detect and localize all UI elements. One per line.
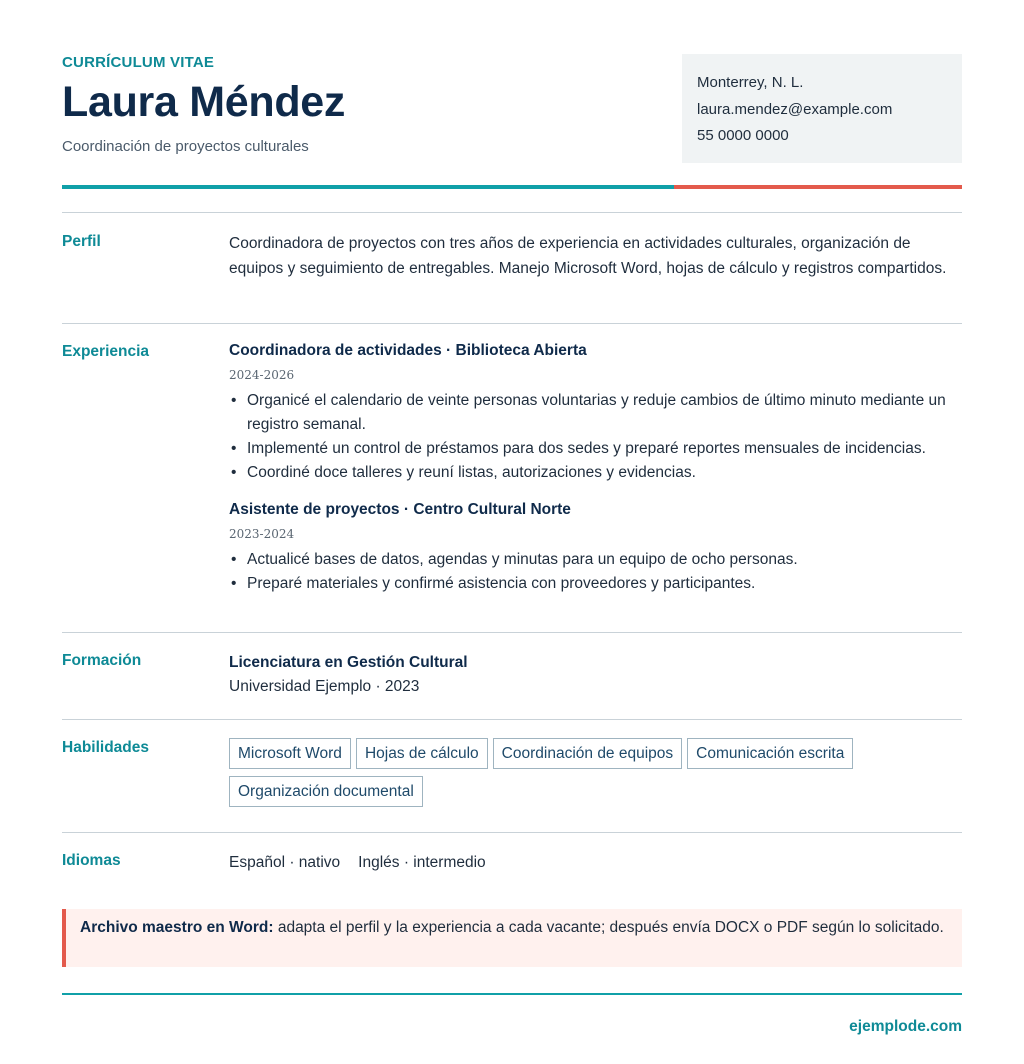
document-kicker: CURRÍCULUM VITAE bbox=[62, 54, 215, 71]
section-divider bbox=[62, 323, 962, 324]
job-bullets bbox=[229, 548, 962, 596]
job-title: Asistente de proyectos · Centro Cultural Norte bbox=[229, 501, 571, 518]
section-label-profile: Perfil bbox=[62, 233, 101, 250]
skill-tag: Hojas de cálculo bbox=[356, 738, 488, 769]
degree-institution: Universidad Ejemplo · 2023 bbox=[229, 678, 420, 695]
job-entry bbox=[229, 341, 962, 485]
job-bullet: • Organicé el calendario de veinte personas voluntarias y reduje cambios de último minuto mediante un registro semanal. bbox=[229, 389, 962, 437]
profile-text: Coordinadora de proyectos con tres años de experiencia en actividades culturales, organización de equipos y seguimiento de entregables. Manejo Microsoft Word, hojas de cálculo y registros compartidos. bbox=[229, 235, 947, 277]
job-bullets bbox=[229, 389, 962, 485]
job-bullet: • Coordiné doce talleres y reuní listas, autorizaciones y evidencias. bbox=[229, 461, 962, 485]
education-section bbox=[229, 653, 962, 697]
tip-callout bbox=[62, 909, 962, 967]
language-item: Inglés · intermedio bbox=[358, 854, 486, 871]
tip-callout-text: adapta el perfil y la experiencia a cada vacante; después envía DOCX o PDF según lo solicitado. bbox=[273, 919, 944, 936]
section-divider bbox=[62, 212, 962, 213]
languages-section bbox=[229, 854, 962, 872]
header-accent-bar-teal bbox=[62, 185, 674, 189]
job-dates: 2023-2024 bbox=[229, 527, 295, 541]
job-dates: 2024-2026 bbox=[229, 368, 295, 382]
job-entry bbox=[229, 500, 962, 596]
job-bullet: • Actualicé bases de datos, agendas y minutas para un equipo de ocho personas. bbox=[229, 548, 962, 572]
section-label-education: Formación bbox=[62, 652, 142, 669]
section-divider bbox=[62, 719, 962, 720]
contact-box bbox=[682, 54, 962, 163]
candidate-subtitle: Coordinación de proyectos culturales bbox=[62, 138, 309, 155]
contact-location: Monterrey, N. L. bbox=[697, 74, 804, 91]
section-divider bbox=[62, 632, 962, 633]
section-label-experience: Experiencia bbox=[62, 343, 150, 360]
language-list bbox=[229, 854, 962, 872]
skill-tag: Comunicación escrita bbox=[687, 738, 853, 769]
contact-phone: 55 0000 0000 bbox=[697, 127, 789, 144]
section-divider bbox=[62, 832, 962, 833]
footer-site-link[interactable]: ejemplode.com bbox=[849, 1018, 962, 1035]
skill-tags bbox=[229, 738, 929, 807]
job-bullet: • Implementé un control de préstamos para dos sedes y preparé reportes mensuales de incidencias. bbox=[229, 437, 962, 461]
tip-callout-title: Archivo maestro en Word: bbox=[80, 919, 274, 936]
contact-email[interactable]: laura.mendez@example.com bbox=[697, 100, 893, 118]
profile-section bbox=[229, 232, 962, 281]
language-item: Español · nativo bbox=[229, 854, 341, 871]
skills-section bbox=[229, 738, 962, 807]
candidate-name: Laura Méndez bbox=[62, 78, 346, 126]
section-label-languages: Idiomas bbox=[62, 852, 121, 869]
degree-title: Licenciatura en Gestión Cultural bbox=[229, 654, 468, 671]
header-accent-bar-red bbox=[674, 185, 962, 189]
skill-tag: Microsoft Word bbox=[229, 738, 351, 769]
skill-tag: Coordinación de equipos bbox=[493, 738, 682, 769]
section-label-skills: Habilidades bbox=[62, 739, 149, 756]
footer-divider bbox=[62, 993, 962, 995]
skill-tag: Organización documental bbox=[229, 776, 423, 807]
job-bullet: • Preparé materiales y confirmé asistencia con proveedores y participantes. bbox=[229, 572, 962, 596]
job-title: Coordinadora de actividades · Biblioteca Abierta bbox=[229, 342, 587, 359]
experience-section bbox=[229, 341, 962, 596]
